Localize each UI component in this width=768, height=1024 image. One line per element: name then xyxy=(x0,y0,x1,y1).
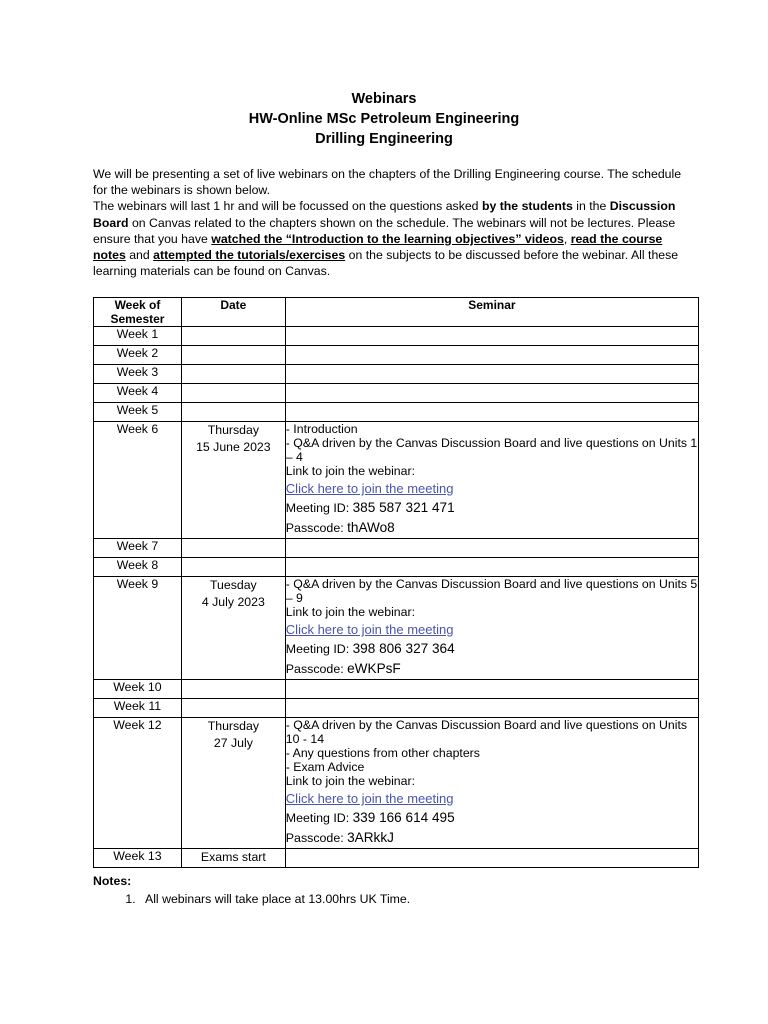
document-titles xyxy=(0,89,768,149)
header-seminar: Seminar xyxy=(285,298,698,327)
week-cell: Week 1 xyxy=(94,327,182,346)
intro-emphasis-course-notes: read the course notes xyxy=(93,231,663,263)
date-value: 27 July xyxy=(213,736,253,750)
table-row xyxy=(94,346,699,365)
intro-text xyxy=(93,166,693,279)
table-row xyxy=(94,403,699,422)
join-meeting-link[interactable]: Click here to join the meeting xyxy=(285,622,454,637)
week-cell: Week 2 xyxy=(94,346,182,365)
seminar-cell xyxy=(285,346,698,365)
intro-text-segment: , xyxy=(563,231,571,246)
table-row-week-9 xyxy=(94,577,699,680)
seminar-cell xyxy=(285,718,698,849)
week-cell: Week 10 xyxy=(94,680,182,699)
week-cell: Week 9 xyxy=(94,577,182,680)
seminar-line: - Introduction xyxy=(285,422,358,436)
notes-label: Notes: xyxy=(93,874,132,888)
meeting-id xyxy=(286,639,698,659)
week-cell: Week 4 xyxy=(94,384,182,403)
week-cell: Week 5 xyxy=(94,403,182,422)
passcode xyxy=(286,518,698,538)
date-day: Thursday xyxy=(207,719,259,733)
date-cell xyxy=(181,422,285,539)
week-cell: Week 6 xyxy=(94,422,182,539)
intro-text-segment: on the subjects to be discussed before the webinar. All these learning materials can be found on Canvas. xyxy=(93,248,679,279)
date-cell xyxy=(181,680,285,699)
date-cell xyxy=(181,384,285,403)
seminar-cell xyxy=(285,577,698,680)
week-cell: Week 13 xyxy=(94,849,182,868)
week-cell: Week 8 xyxy=(94,558,182,577)
seminar-cell xyxy=(285,384,698,403)
intro-text-segment: on Canvas related to the chapters shown on the schedule. The webinars will not be lectures. Please ensure that you have xyxy=(93,215,676,246)
passcode-label: Passcode: xyxy=(285,831,348,845)
title-webinars: Webinars xyxy=(351,91,417,107)
date-cell xyxy=(181,577,285,680)
seminar-line: Link to join the webinar: xyxy=(285,774,415,788)
intro-bold-students: by the students xyxy=(481,199,573,214)
passcode xyxy=(286,828,698,848)
meeting-id-label: Meeting ID: xyxy=(285,501,353,515)
seminar-cell xyxy=(285,849,698,868)
webinar-schedule-table xyxy=(93,297,699,868)
date-day: Thursday xyxy=(207,423,259,437)
table-row xyxy=(94,327,699,346)
week-cell: Week 7 xyxy=(94,539,182,558)
meeting-id-value: 398 806 327 364 xyxy=(352,641,455,656)
intro-text-segment: in the xyxy=(572,199,610,214)
date-cell: Exams start xyxy=(181,849,285,868)
join-meeting-link[interactable]: Click here to join the meeting xyxy=(285,791,454,806)
date-cell xyxy=(181,558,285,577)
intro-bold-discussion-board: Discussion Board xyxy=(93,199,676,230)
meeting-id xyxy=(286,808,698,828)
title-course: Drilling Engineering xyxy=(315,131,453,147)
seminar-cell xyxy=(285,699,698,718)
meeting-id-label: Meeting ID: xyxy=(285,811,353,825)
date-value: 4 July 2023 xyxy=(201,595,265,609)
date-cell xyxy=(181,365,285,384)
table-row xyxy=(94,699,699,718)
table-row xyxy=(94,539,699,558)
seminar-line: - Any questions from other chapters xyxy=(285,746,480,760)
seminar-line: Link to join the webinar: xyxy=(285,605,415,619)
seminar-line: Link to join the webinar: xyxy=(285,464,415,478)
meeting-id xyxy=(286,498,698,518)
notes-section xyxy=(93,874,410,908)
seminar-cell xyxy=(285,327,698,346)
date-cell xyxy=(181,403,285,422)
intro-paragraph-1: We will be presenting a set of live webinars on the chapters of the Drilling Engineering course. The schedule for the webinars is shown below. xyxy=(93,167,682,198)
table-row xyxy=(94,384,699,403)
seminar-cell xyxy=(285,422,698,539)
date-day: Tuesday xyxy=(210,578,257,592)
title-programme: HW-Online MSc Petroleum Engineering xyxy=(248,111,520,127)
meeting-id-value: 385 587 321 471 xyxy=(352,500,455,515)
seminar-line: - Q&A driven by the Canvas Discussion Board and live questions on Units 5 – 9 xyxy=(285,577,698,605)
date-cell xyxy=(181,539,285,558)
table-row-week-13 xyxy=(94,849,699,868)
seminar-line: - Q&A driven by the Canvas Discussion Board and live questions on Units 1 – 4 xyxy=(285,436,698,464)
table-row xyxy=(94,558,699,577)
intro-text-segment: The webinars will last 1 hr and will be focussed on the questions asked xyxy=(93,199,482,214)
seminar-line: - Exam Advice xyxy=(285,760,365,774)
table-row-week-6 xyxy=(94,422,699,539)
table-row xyxy=(94,680,699,699)
header-week-of-semester: Week of Semester xyxy=(94,298,182,327)
date-value: 15 June 2023 xyxy=(196,440,271,454)
week-cell: Week 11 xyxy=(94,699,182,718)
date-cell xyxy=(181,699,285,718)
passcode xyxy=(286,659,698,679)
week-cell: Week 3 xyxy=(94,365,182,384)
table-row-week-12 xyxy=(94,718,699,849)
passcode-label: Passcode: xyxy=(285,521,348,535)
join-meeting-link[interactable]: Click here to join the meeting xyxy=(285,481,454,496)
header-date: Date xyxy=(181,298,285,327)
meeting-id-label: Meeting ID: xyxy=(285,642,353,656)
seminar-cell xyxy=(285,558,698,577)
intro-emphasis-tutorials: attempted the tutorials/exercises xyxy=(153,248,346,263)
passcode-label: Passcode: xyxy=(285,662,348,676)
passcode-value: thAWo8 xyxy=(347,520,395,535)
intro-paragraph-2 xyxy=(93,198,693,279)
seminar-cell xyxy=(285,365,698,384)
passcode-value: 3ARkkJ xyxy=(347,830,394,845)
week-cell: Week 12 xyxy=(94,718,182,849)
seminar-cell xyxy=(285,680,698,699)
table-header-row xyxy=(94,298,699,327)
intro-text-segment: and xyxy=(125,248,154,263)
meeting-id-value: 339 166 614 495 xyxy=(352,810,455,825)
date-cell xyxy=(181,327,285,346)
list-item: 1. All webinars will take place at 13.00hrs UK Time. xyxy=(139,890,410,908)
intro-emphasis-watched-videos: watched the “Introduction to the learning objectives” videos xyxy=(211,231,564,246)
passcode-value: eWKPsF xyxy=(347,661,401,676)
notes-list xyxy=(93,890,410,908)
table-row xyxy=(94,365,699,384)
seminar-cell xyxy=(285,539,698,558)
date-cell xyxy=(181,346,285,365)
seminar-cell xyxy=(285,403,698,422)
seminar-line: - Q&A driven by the Canvas Discussion Board and live questions on Units 10 - 14 xyxy=(285,718,688,746)
date-cell xyxy=(181,718,285,849)
